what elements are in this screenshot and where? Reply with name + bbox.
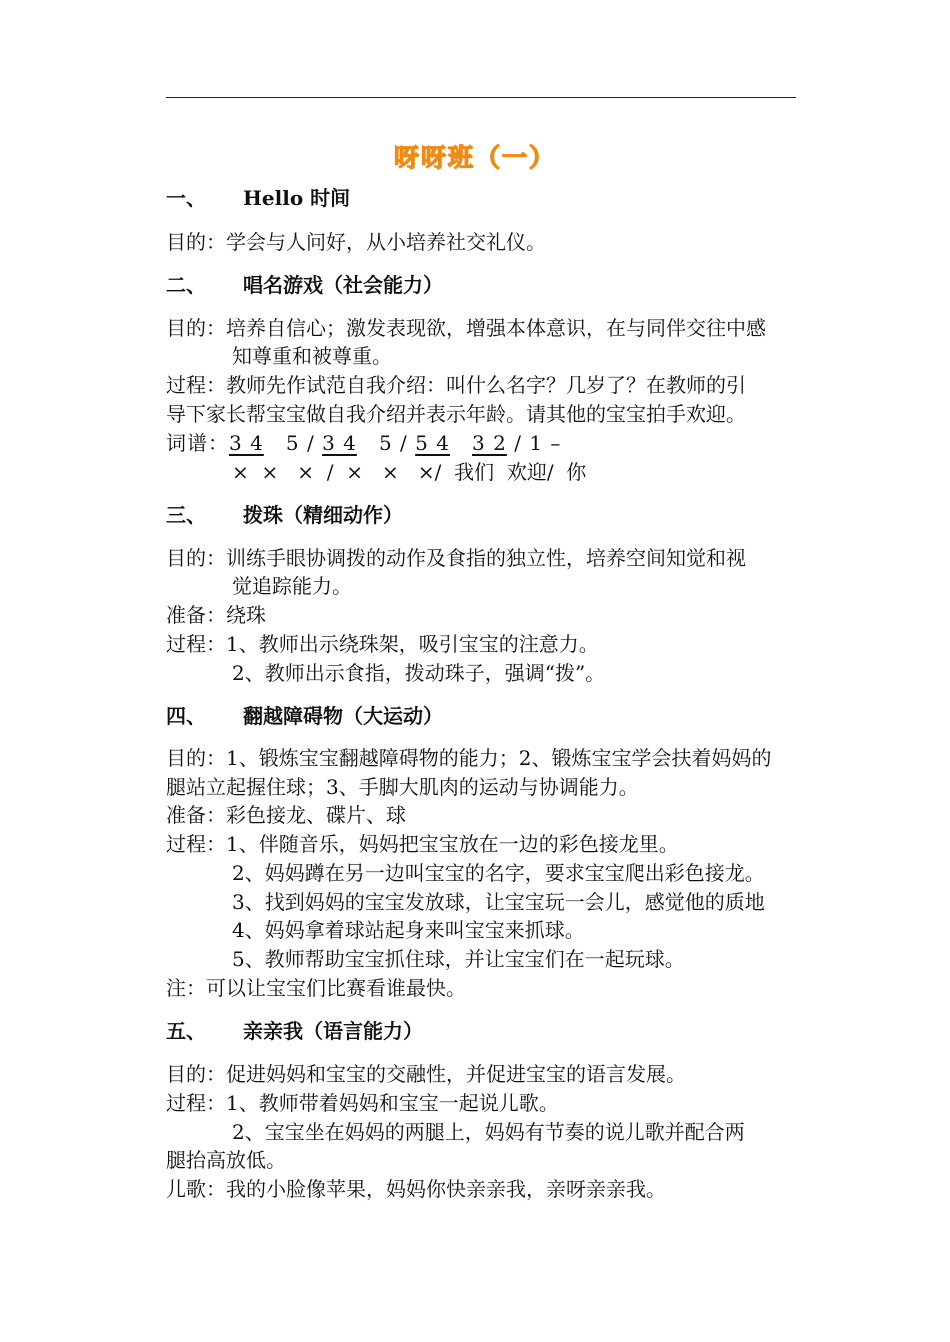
score-note: 5: [378, 431, 393, 455]
score-note: 5 4: [415, 431, 450, 455]
score-note: 3 4: [322, 431, 357, 455]
section-4-line: 3、找到妈妈的宝宝发放球，让宝宝玩一会儿，感觉他的质地: [232, 890, 765, 914]
section-3-line: 目的：训练手眼协调拨的动作及食指的独立性，培养空间知觉和视: [166, 546, 746, 570]
score-note: 3 2: [472, 431, 507, 455]
section-3-line: 准备：绕珠: [166, 603, 266, 627]
section-5-line: 目的：促进妈妈和宝宝的交融性，并促进宝宝的语言发展。: [166, 1062, 686, 1086]
nursery-rhyme: 儿歌：我的小脸像苹果，妈妈你快亲亲我，亲呀亲亲我。: [166, 1177, 666, 1201]
section-2-line: 目的：培养自信心；激发表现欲，增强本体意识，在与同伴交往中感: [166, 316, 766, 340]
section-heading-1: 一、 Hello 时间: [166, 186, 351, 210]
section-2-line: 过程：教师先作试范自我介绍：叫什么名字？几岁了？在教师的引: [166, 373, 746, 397]
section-2-line: 知尊重和被尊重。: [232, 344, 392, 368]
header-rule: [166, 97, 796, 98]
section-4-line: 过程：1、伴随音乐，妈妈把宝宝放在一边的彩色接龙里。: [166, 832, 679, 856]
section-4-line: 4、妈妈拿着球站起身来叫宝宝来抓球。: [232, 918, 585, 942]
section-4-line: 准备：彩色接龙、碟片、球: [166, 803, 406, 827]
section-heading-5: 五、 亲亲我（语言能力）: [166, 1019, 423, 1043]
section-3-line: 觉追踪能力。: [232, 574, 352, 598]
section-3-line: 过程：1、教师出示绕珠架，吸引宝宝的注意力。: [166, 632, 599, 656]
score-note: 3 4: [229, 431, 264, 455]
section-5-line: 2、宝宝坐在妈妈的两腿上，妈妈有节奏的说儿歌并配合两: [232, 1120, 745, 1144]
section-heading-3: 三、 拨珠（精细动作）: [166, 503, 403, 527]
page-title: 呀呀班（一）: [393, 143, 556, 172]
section-4-line: 腿站立起握住球；3、手脚大肌肉的运动与协调能力。: [166, 775, 639, 799]
section-heading-2: 二、 唱名游戏（社会能力）: [166, 273, 443, 297]
song-score: 词谱：3 4 5 / 3 4 5 / 5 4 3 2 / 1 –: [166, 431, 562, 455]
section-1-line: 目的：学会与人问好，从小培养社交礼仪。: [166, 230, 546, 254]
song-lyrics: × × × / × × ×/ 我们 欢迎/ 你: [232, 460, 587, 484]
section-4-line: 目的：1、锻炼宝宝翻越障碍物的能力；2、锻炼宝宝学会扶着妈妈的: [166, 746, 772, 770]
section-3-line: 2、教师出示食指，拨动珠子，强调“拨”。: [232, 661, 606, 685]
section-4-line: 5、教师帮助宝宝抓住球，并让宝宝们在一起玩球。: [232, 947, 685, 971]
section-5-line: 过程：1、教师带着妈妈和宝宝一起说儿歌。: [166, 1091, 559, 1115]
score-note: 1 –: [529, 431, 562, 455]
section-5-line: 腿抬高放低。: [166, 1148, 286, 1172]
section-4-line: 2、妈妈蹲在另一边叫宝宝的名字，要求宝宝爬出彩色接龙。: [232, 861, 765, 885]
section-heading-4: 四、 翻越障碍物（大运动）: [166, 704, 443, 728]
section-4-note: 注：可以让宝宝们比赛看谁最快。: [166, 976, 466, 1000]
score-note: 5: [285, 431, 300, 455]
section-2-line: 导下家长帮宝宝做自我介绍并表示年龄。请其他的宝宝拍手欢迎。: [166, 402, 746, 426]
